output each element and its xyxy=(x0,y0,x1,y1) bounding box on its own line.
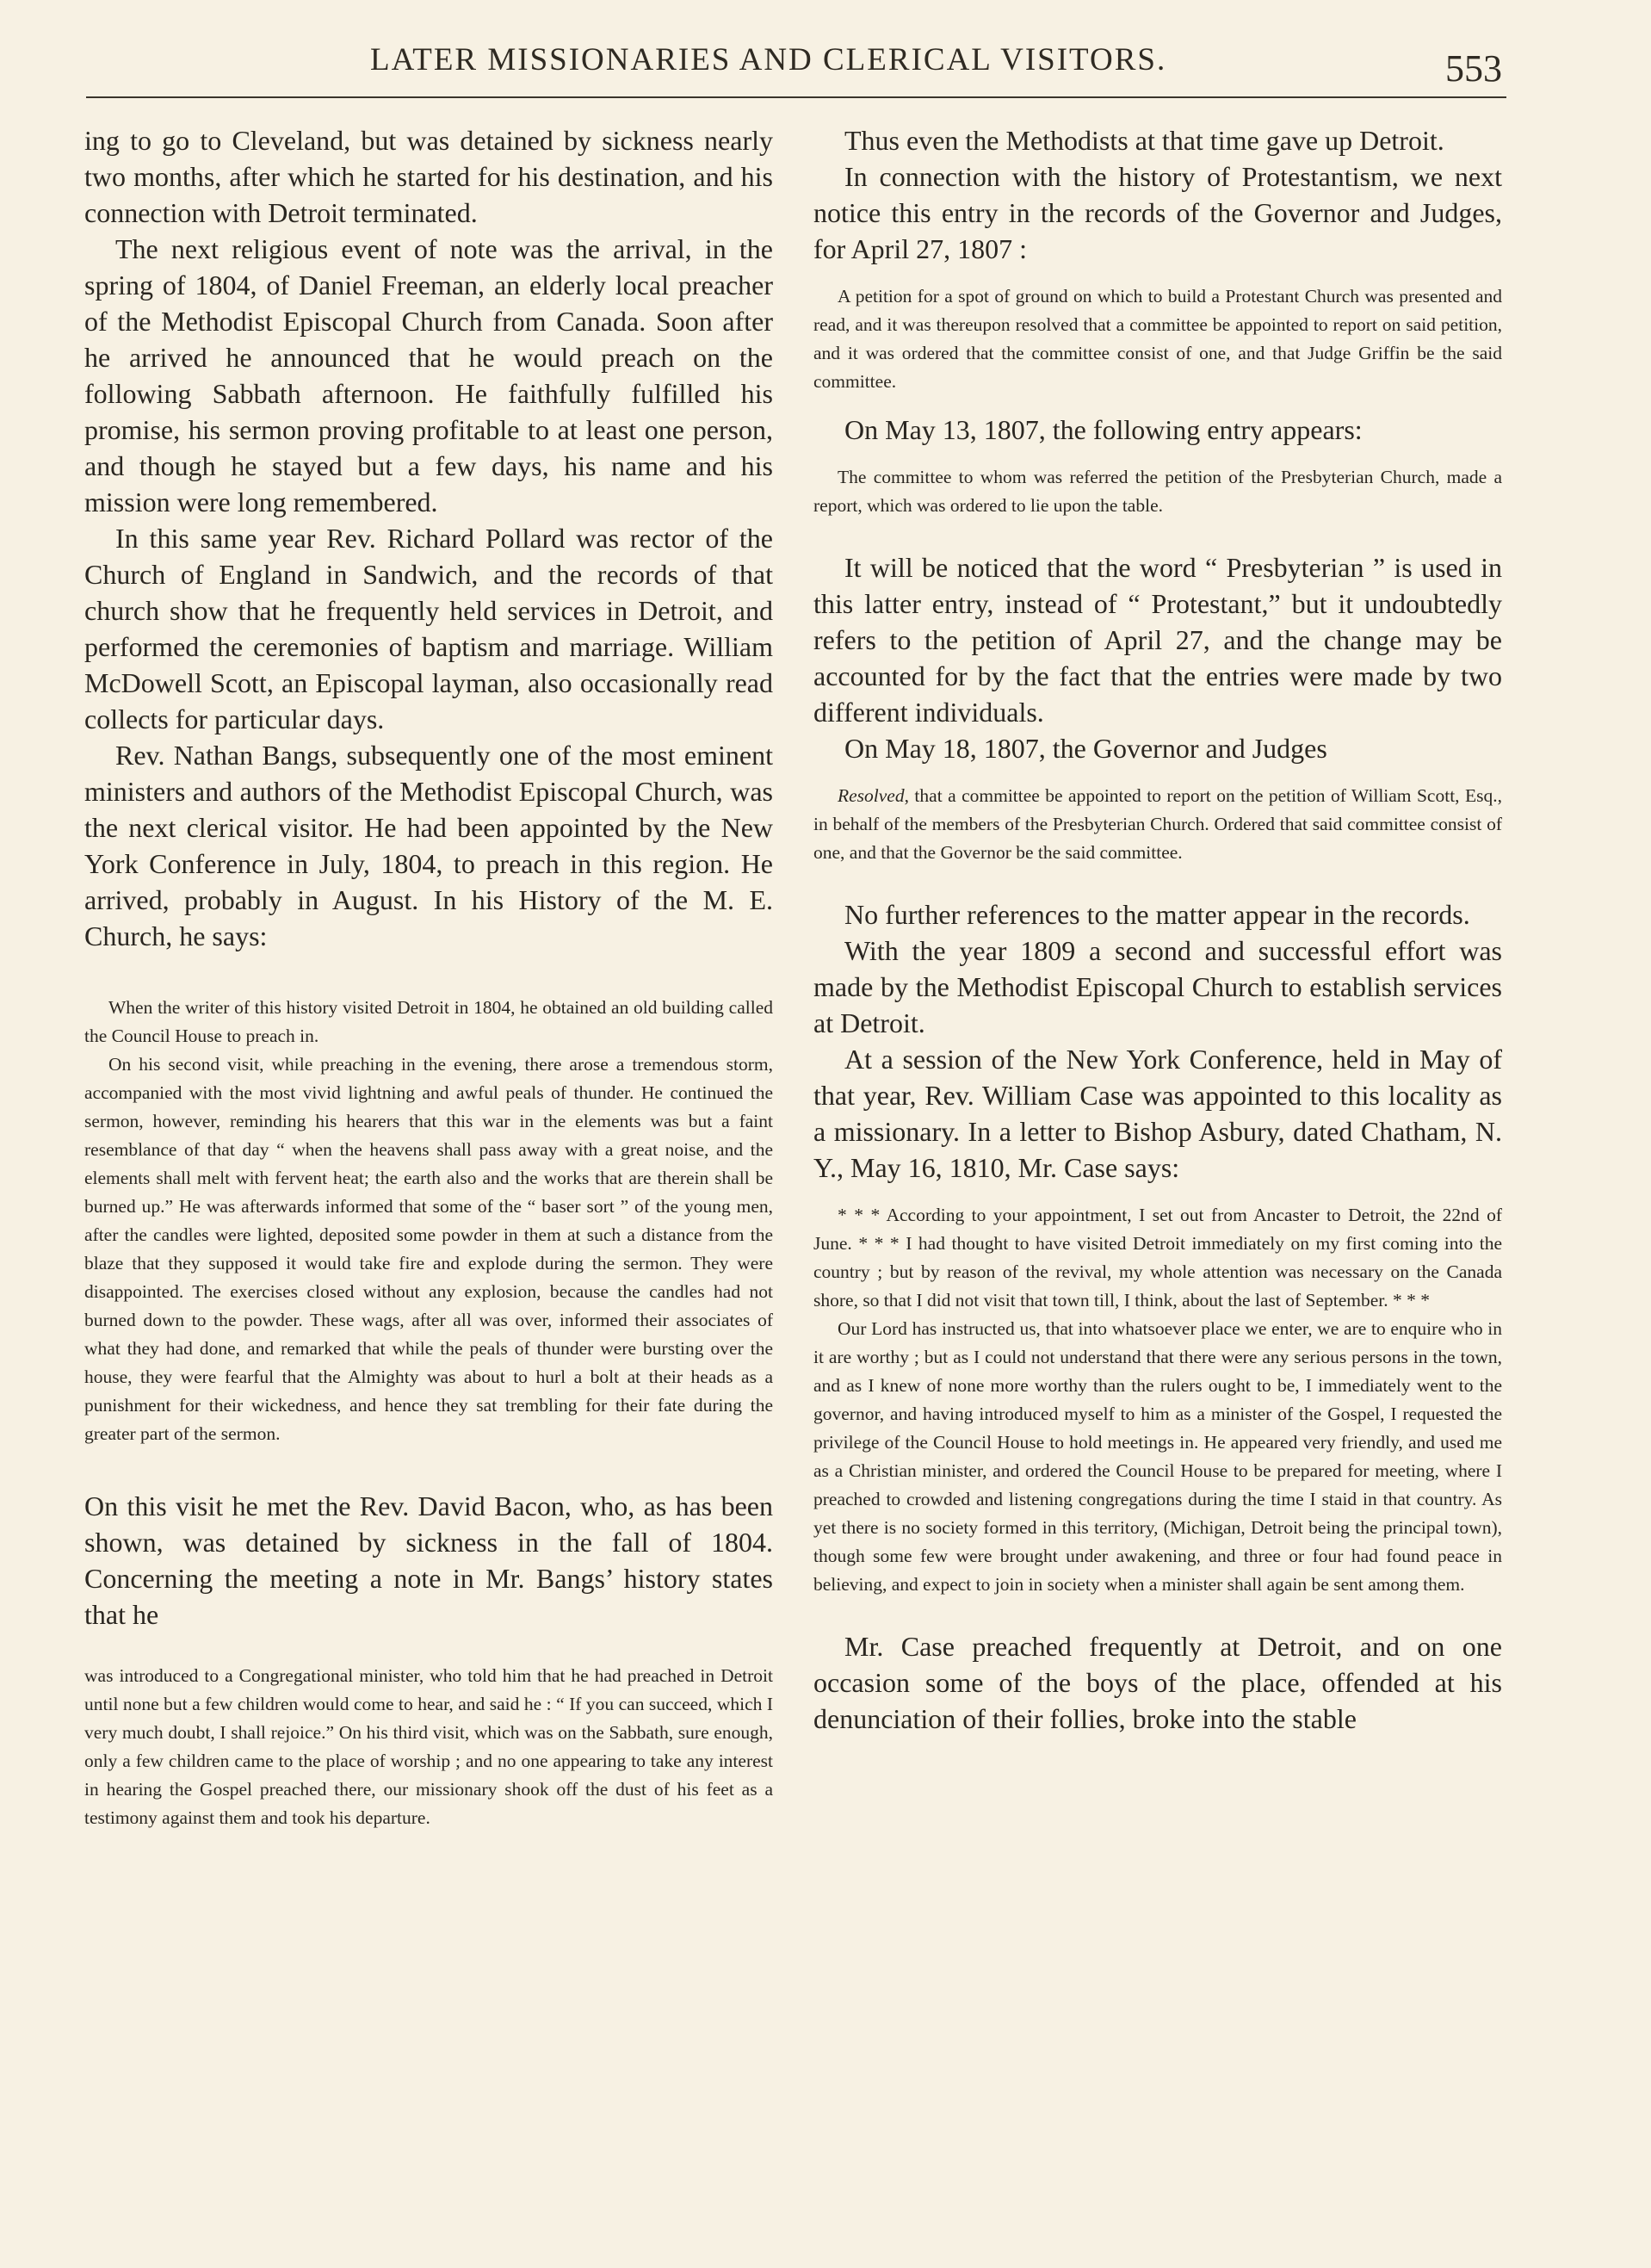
paragraph: Mr. Case preached frequently at Detroit, and on one occasion some of the boys of the place, offended at his denunciation of their follies, broke into the stable xyxy=(813,1631,1502,1734)
resolved-text: , that a committee be appointed to report on the petition of William Scott, Esq., in behalf of the members of the Presbyterian Church. Ordered that said committee consist of one, and that the Governor be the said committee. xyxy=(813,785,1502,863)
resolved-italic: Resolved xyxy=(838,785,905,806)
spacer xyxy=(813,766,1502,782)
block-quote: The committee to whom was referred the petition of the Presbyterian Church, made a report, which was ordered to lie upon the table. xyxy=(813,467,1502,516)
paragraph: Thus even the Methodists at that time gave up Detroit. xyxy=(844,125,1444,156)
paragraph: ing to go to Cleveland, but was detained by sickness nearly two months, after which he started for his destination, and his connection with Detroit terminated. xyxy=(84,125,773,228)
paragraph: In connection with the history of Protestantism, we next notice this entry in the records of the Governor and Judges, for April 27, 1807 : xyxy=(813,161,1502,264)
spacer xyxy=(84,1633,773,1662)
block-quote: When the writer of this history visited Detroit in 1804, he obtained an old building called the Council House to preach in. xyxy=(84,997,773,1046)
paragraph: In this same year Rev. Richard Pollard was rector of the Church of England in Sandwich, and the records of that church show that he frequently held services in Detroit, and performed the ceremonies of baptism and marriage. William McDowell Scott, an Episcopal layman, also occasionally read collects for particular days. xyxy=(84,523,773,734)
paragraph: Rev. Nathan Bangs, subsequently one of the most eminent ministers and authors of the Methodist Episcopal Church, was the next clerical visitor. He had been appointed by the New York Conference in July, 1804, to preach in this region. He arrived, probably in August. In his History of the M. E. Church, he says: xyxy=(84,740,773,951)
paragraph: The next religious event of note was the arrival, in the spring of 1804, of Daniel Freeman, an elderly local preacher of the Methodist Episcopal Church from Canada. Soon after he arrived he announced that he would preach on the following Sabbath afternoon. He faithfully fulfilled his promise, his sermon proving profitable to at least one person, and though he stayed but a few days, his name and his mission were long remembered. xyxy=(84,233,773,517)
paragraph: On this visit he met the Rev. David Bacon, who, as has been shown, was detained by sickness in the fall of 1804. Concerning the meeting a note in Mr. Bangs’ history states that he xyxy=(84,1490,773,1630)
paragraph: No further references to the matter appear in the records. xyxy=(844,899,1470,930)
right-column xyxy=(813,122,1502,1737)
paragraph: It will be noticed that the word “ Presbyterian ” is used in this latter entry, instead of “ Protestant,” but it undoubtedly refers to the petition of April 27, and the change may be accounted for by the fact that the entries were made by two different individuals. xyxy=(813,552,1502,728)
block-quote: * * * According to your appointment, I set out from Ancaster to Detroit, the 22nd of June. * * * I had thought to have visited Detroit immediately on my first coming into the country ; but by reason of the revival, my whole attention was necessary on the Canada shore, so that I did not visit that town till, I think, about the last of September. * * * xyxy=(813,1205,1502,1311)
paragraph: With the year 1809 a second and successful effort was made by the Methodist Episcopal Church to establish services at Detroit. xyxy=(813,935,1502,1038)
left-column xyxy=(84,122,773,1832)
page-number: 553 xyxy=(1445,47,1502,90)
spacer xyxy=(84,954,773,994)
spacer xyxy=(813,396,1502,412)
spacer xyxy=(813,1599,1502,1628)
header-rule xyxy=(86,96,1506,98)
paragraph: At a session of the New York Conference, held in May of that year, Rev. William Case was appointed to this locality as a missionary. In a letter to Bishop Asbury, dated Chatham, N. Y., May 16, 1810, Mr. Case says: xyxy=(813,1044,1502,1183)
running-title: LATER MISSIONARIES AND CLERICAL VISITORS. xyxy=(370,42,1167,77)
running-head xyxy=(86,36,1549,88)
spacer xyxy=(813,867,1502,896)
paragraph: On May 13, 1807, the following entry appears: xyxy=(844,414,1363,445)
block-quote: was introduced to a Congregational minister, who told him that he had preached in Detroit until none but a few children would come to hear, and said he : “ If you can succeed, which I very much doubt, I shall rejoice.” On his third visit, which was on the Sabbath, sure enough, only a few children came to the place of worship ; and no one appearing to take any interest in hearing the Gospel preached there, our missionary shook off the dust of his feet as a testimony against them and took his departure. xyxy=(84,1665,773,1828)
paragraph: On May 18, 1807, the Governor and Judges xyxy=(844,733,1327,764)
spacer xyxy=(84,1448,773,1488)
block-quote: Our Lord has instructed us, that into whatsoever place we enter, we are to enquire who in it are worthy ; but as I could not understand that there were any serious persons in the town, and as I knew of none more worthy than the rulers ought to be, I immediately went to the governor, and having introduced myself to him as a minister of the Gospel, I requested the privilege of the Council House to hold meetings in. He appeared very friendly, and used me as a Christian minister, and ordered the Council House to be prepared for meeting, where I preached to crowded and listening congregations during the time I staid in that country. As yet there is no society formed in this territory, (Michigan, Detroit being the principal town), though some few were brought under awakening, and three or four had found peace in believing, and expect to join in society when a minister shall again be sent among them. xyxy=(813,1318,1502,1595)
spacer xyxy=(813,1186,1502,1201)
block-quote: On his second visit, while preaching in the evening, there arose a tremendous storm, accompanied with the most vivid lightning and awful peals of thunder. He continued the sermon, however, reminding his hearers that this war in the elements was but a faint resemblance of that day “ when the heavens shall pass away with a great noise, and the elements shall melt with fervent heat; the earth also and the works that are therein shall be burned up.” He was afterwards informed that some of the “ baser sort ” of the young men, after the candles were lighted, deposited some powder in them at such a distance from the blaze that they supposed it would take fire and explode during the sermon. They were disappointed. The exercises closed without any explosion, because the candles had not burned down to the powder. These wags, after all was over, informed their associates of what they had done, and remarked that while the peals of thunder were bursting over the house, they were fearful that the Almighty was about to hurl a bolt at their heads as a punishment for their wickedness, and hence they sat trembling for their fate during the greater part of the sermon. xyxy=(84,1054,773,1444)
spacer xyxy=(813,520,1502,549)
spacer xyxy=(813,448,1502,463)
spacer xyxy=(813,267,1502,282)
block-quote: A petition for a spot of ground on which to build a Protestant Church was presented and read, and it was thereupon resolved that a committee be appointed to report on said petition, and it was ordered that the committee consist of one, and that Judge Griffin be the said committee. xyxy=(813,286,1502,392)
block-quote xyxy=(813,782,1502,867)
